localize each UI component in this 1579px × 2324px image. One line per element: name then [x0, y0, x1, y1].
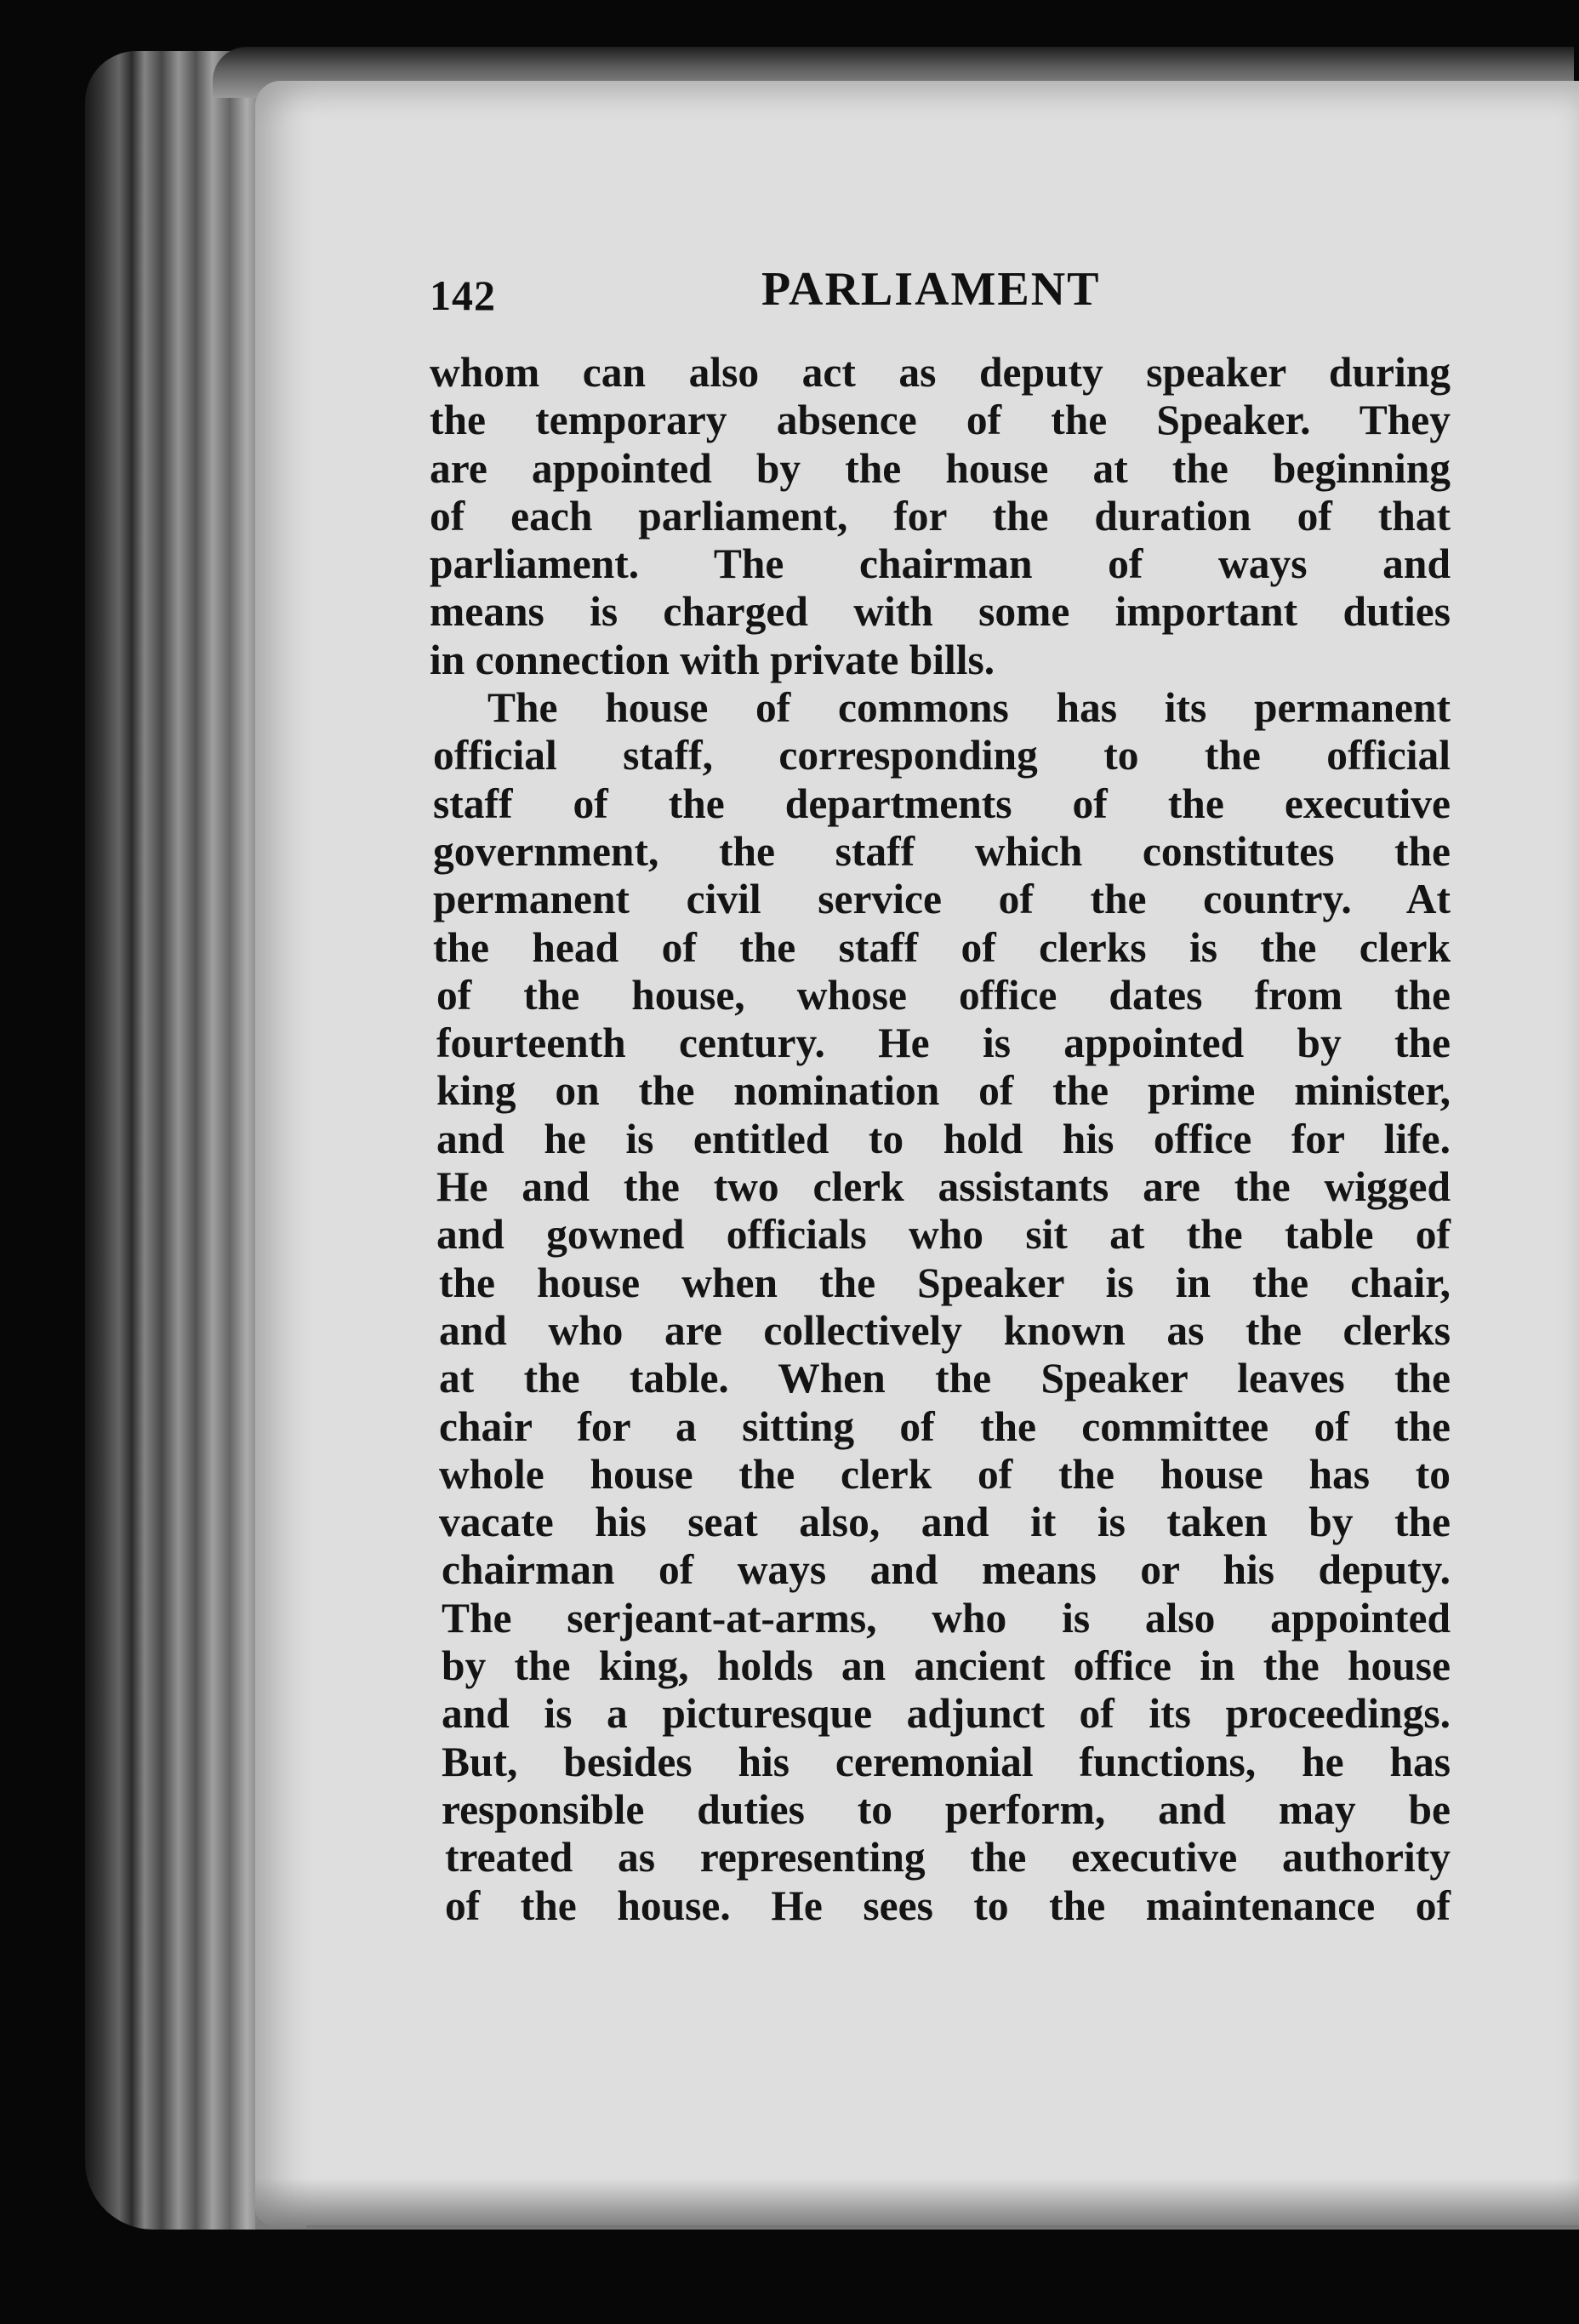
- text-line: of the house. He sees to the maintenance of: [445, 1881, 1451, 1929]
- text-line: at the table. When the Speaker leaves the: [439, 1355, 1451, 1402]
- text-line: the temporary absence of the Speaker. They: [430, 397, 1451, 444]
- running-title: PARLIAMENT: [761, 263, 1101, 316]
- text-line: whole house the clerk of the house has to: [439, 1450, 1451, 1498]
- text-line: whom can also act as deputy speaker during: [430, 349, 1451, 396]
- text-line: official staff, corresponding to the official: [433, 732, 1451, 779]
- text-line: by the king, holds an ancient office in the house: [442, 1642, 1451, 1690]
- text-line: of the house, whose office dates from the: [436, 971, 1451, 1019]
- text-line: responsible duties to perform, and may be: [442, 1785, 1451, 1833]
- text-line: fourteenth century. He is appointed by the: [436, 1019, 1451, 1067]
- text-line: means is charged with some important duties: [430, 588, 1451, 636]
- text-line: of each parliament, for the duration of that: [430, 492, 1451, 540]
- text-line: and he is entitled to hold his office for life.: [436, 1115, 1451, 1162]
- text-line: chair for a sitting of the committee of the: [439, 1402, 1451, 1450]
- body-text: [430, 349, 1451, 1930]
- text-line: the house when the Speaker is in the chair,: [439, 1259, 1451, 1306]
- text-line: The serjeant-at-arms, who is also appointed: [442, 1594, 1451, 1642]
- text-line: But, besides his ceremonial functions, he has: [442, 1738, 1451, 1785]
- text-line: treated as representing the executive authority: [445, 1834, 1451, 1881]
- text-line: and is a picturesque adjunct of its proceedings.: [442, 1690, 1451, 1738]
- text-line: staff of the departments of the executive: [433, 779, 1451, 827]
- text-line: are appointed by the house at the beginning: [430, 444, 1451, 492]
- page-number: 142: [430, 271, 496, 319]
- text-line: parliament. The chairman of ways and: [430, 540, 1451, 588]
- text-line: He and the two clerk assistants are the wigged: [436, 1163, 1451, 1211]
- text-line: government, the staff which constitutes the: [433, 827, 1451, 875]
- text-line: and who are collectively known as the clerks: [439, 1306, 1451, 1354]
- paragraph-start-line: The house of commons has its permanent: [487, 684, 1451, 732]
- running-head: [430, 262, 1485, 330]
- text-line: the head of the staff of clerks is the clerk: [433, 923, 1451, 971]
- text-line: vacate his seat also, and it is taken by the: [439, 1499, 1451, 1546]
- text-line: chairman of ways and means or his deputy.: [442, 1546, 1451, 1594]
- page-bottom-shadow: [255, 2178, 1579, 2230]
- text-line: permanent civil service of the country. At: [433, 876, 1451, 923]
- paragraph-end-line: in connection with private bills.: [430, 636, 995, 683]
- text-line: king on the nomination of the prime minister,: [436, 1067, 1451, 1115]
- text-line: and gowned officials who sit at the table of: [436, 1211, 1451, 1259]
